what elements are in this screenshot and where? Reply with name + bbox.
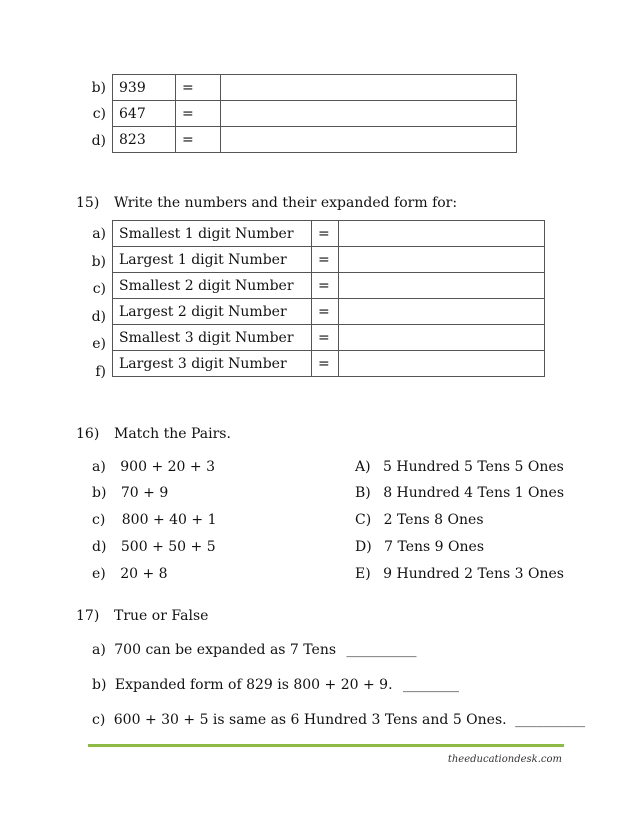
item-label: C) — [355, 512, 372, 528]
answer-cell[interactable] — [221, 75, 517, 101]
equals-cell: = — [176, 101, 221, 127]
list-item — [355, 512, 484, 528]
item-label: E) — [355, 566, 371, 582]
list-item — [92, 712, 585, 728]
number-cell: 647 — [113, 101, 176, 127]
item-label: a) — [92, 459, 106, 475]
q15-label: a) — [92, 226, 106, 242]
table-row — [113, 247, 545, 273]
description-cell: Smallest 3 digit Number — [113, 325, 312, 351]
list-item — [355, 485, 564, 501]
description-cell: Largest 1 digit Number — [113, 247, 312, 273]
description-cell: Largest 2 digit Number — [113, 299, 312, 325]
q17-title: True or False — [114, 608, 209, 624]
item-label: b) — [92, 677, 107, 693]
q17-number: 17) — [76, 608, 100, 624]
list-item — [92, 485, 168, 501]
equals-cell: = — [312, 325, 339, 351]
q14-label-c: c) — [92, 106, 106, 122]
list-item — [92, 677, 459, 693]
equals-cell: = — [312, 247, 339, 273]
item-label: e) — [92, 566, 106, 582]
answer-cell[interactable] — [221, 127, 517, 153]
answer-cell[interactable] — [339, 351, 545, 377]
item-label: c) — [92, 512, 106, 528]
answer-cell[interactable] — [339, 247, 545, 273]
answer-cell[interactable] — [339, 299, 545, 325]
item-text: 700 can be expanded as 7 Tens — [114, 642, 337, 658]
answer-cell[interactable] — [339, 273, 545, 299]
item-label: c) — [92, 712, 106, 728]
q15-label: e) — [92, 336, 106, 352]
description-cell: Smallest 2 digit Number — [113, 273, 312, 299]
answer-cell[interactable] — [339, 325, 545, 351]
item-text: 2 Tens 8 Ones — [383, 512, 484, 528]
item-text: 600 + 30 + 5 is same as 6 Hundred 3 Tens and 5 Ones. — [113, 712, 507, 728]
equals-cell: = — [312, 221, 339, 247]
table-row — [113, 351, 545, 377]
q15-number: 15) — [76, 195, 100, 211]
list-item — [92, 539, 216, 555]
item-label: b) — [92, 485, 107, 501]
item-text: 7 Tens 9 Ones — [384, 539, 485, 555]
table-row — [113, 273, 545, 299]
number-cell: 823 — [113, 127, 176, 153]
item-label: A) — [355, 459, 371, 475]
table-row — [113, 127, 517, 153]
q16-number: 16) — [76, 426, 100, 442]
footer-divider — [88, 744, 564, 747]
q15-label: d) — [91, 309, 106, 325]
list-item — [92, 566, 168, 582]
table-row — [113, 299, 545, 325]
list-item — [92, 512, 216, 528]
equals-cell: = — [312, 299, 339, 325]
item-text: 5 Hundred 5 Tens 5 Ones — [383, 459, 564, 475]
q15-label: f) — [95, 364, 106, 380]
list-item — [92, 459, 215, 475]
table-row — [113, 221, 545, 247]
equals-cell: = — [312, 351, 339, 377]
q16-title: Match the Pairs. — [114, 426, 231, 442]
description-cell: Largest 3 digit Number — [113, 351, 312, 377]
item-label: a) — [92, 642, 106, 658]
item-label: D) — [355, 539, 372, 555]
item-text: 8 Hundred 4 Tens 1 Ones — [383, 485, 565, 501]
list-item — [355, 539, 484, 555]
item-text: 900 + 20 + 3 — [120, 459, 215, 475]
q15-label: c) — [92, 281, 106, 297]
q15-table — [112, 220, 545, 377]
item-text: 800 + 40 + 1 — [121, 512, 217, 528]
q14-table — [112, 74, 517, 153]
table-row — [113, 75, 517, 101]
number-cell: 939 — [113, 75, 176, 101]
answer-blank[interactable]: __________ — [346, 642, 417, 658]
description-cell: Smallest 1 digit Number — [113, 221, 312, 247]
answer-cell[interactable] — [221, 101, 517, 127]
equals-cell: = — [312, 273, 339, 299]
q14-label-b: b) — [91, 80, 106, 96]
item-text: 9 Hundred 2 Tens 3 Ones — [383, 566, 564, 582]
q15-label: b) — [91, 254, 106, 270]
answer-blank[interactable]: __________ — [515, 712, 586, 728]
item-text: 70 + 9 — [120, 485, 169, 501]
item-label: d) — [92, 539, 107, 555]
answer-cell[interactable] — [339, 221, 545, 247]
item-text: 20 + 8 — [120, 566, 168, 582]
list-item — [355, 459, 564, 475]
equals-cell: = — [176, 127, 221, 153]
equals-cell: = — [176, 75, 221, 101]
item-label: B) — [355, 485, 371, 501]
item-text: 500 + 50 + 5 — [120, 539, 216, 555]
q15-title: Write the numbers and their expanded form for: — [114, 195, 458, 211]
answer-blank[interactable]: ________ — [402, 677, 459, 693]
q14-label-d: d) — [91, 133, 106, 149]
item-text: Expanded form of 829 is 800 + 20 + 9. — [114, 677, 393, 693]
footer-site: theeducationdesk.com — [447, 754, 562, 765]
list-item — [355, 566, 564, 582]
table-row — [113, 101, 517, 127]
list-item — [92, 642, 416, 658]
table-row — [113, 325, 545, 351]
